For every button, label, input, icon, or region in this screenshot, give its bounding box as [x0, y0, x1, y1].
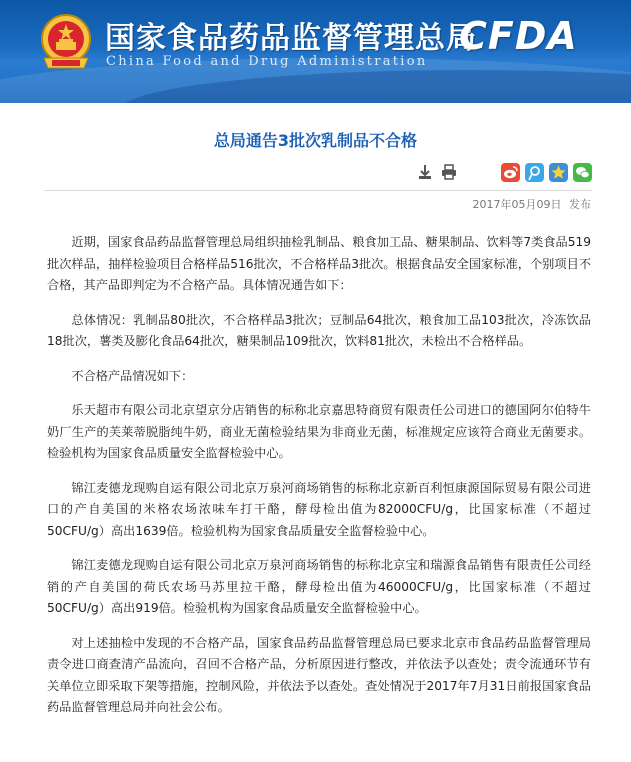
paragraph: 锦江麦德龙现购自运有限公司北京万泉河商场销售的标称北京新百利恒康源国际贸易有限公司进口的产自美国的米格农场浓味车打干酪，酵母检出值为82000CFU/g，比国家标准（不超过50CFU/g）高出1639倍。检验机构为国家食品质量安全监督检验中心。: [47, 480, 591, 538]
national-emblem-icon: [38, 12, 94, 74]
print-icon[interactable]: [440, 163, 458, 181]
publish-info: [469, 196, 592, 212]
favorite-icon[interactable]: [549, 163, 568, 182]
site-subtitle: China Food and Drug Administration: [106, 54, 428, 69]
article-toolbar: [0, 163, 631, 183]
title-divider: [44, 190, 592, 191]
paragraph: 近期，国家食品药品监督管理总局组织抽检乳制品、粮食加工品、糖果制品、饮料等7类食品519批次样品，抽样检验项目合格样品516批次，不合格样品3批次。根据食品安全国家标准，个别项目不合格，其产品即判定为不合格产品。具体情况通告如下：: [47, 235, 591, 292]
paragraph: 乐天超市有限公司北京望京分店销售的标称北京嘉思特商贸有限责任公司进口的德国阿尔伯特牛奶厂生产的芙莱蒂脱脂纯牛奶，商业无菌检验结果为非商业无菌，标准规定应该符合商业无菌要求。检验机构为国家食品质量安全监督检验中心。: [47, 403, 591, 460]
paragraph: 对上述抽检中发现的不合格产品，国家食品药品监督管理总局已要求北京市食品药品监督管理局责令进口商查清产品流向，召回不合格产品，分析原因进行整改，并依法予以查处；责令流通环节有关单位立即采取下架等措施，控制风险，并依法予以查处。查处情况于2017年7月31日前报国家食品药品监督管理总局并向社会公布。: [47, 635, 591, 714]
wechat-icon[interactable]: [573, 163, 592, 182]
download-icon[interactable]: [416, 163, 434, 181]
header-banner: [0, 0, 631, 103]
cfda-logo[interactable]: CFDA: [459, 14, 578, 58]
paragraph: 不合格产品情况如下：: [71, 368, 194, 383]
paragraph: 锦江麦德龙现购自运有限公司北京万泉河商场销售的标称北京宝和瑞源食品销售有限责任公司经销的产自美国的荷氏农场马苏里拉干酪，酵母检出值为46000CFU/g，比国家标准（不超过50CFU/g）高出919倍。检验机构为国家食品质量安全监督检验中心。: [47, 558, 591, 615]
site-title: 国家食品药品监督管理总局: [105, 21, 477, 56]
article-body: [47, 232, 591, 732]
publish-label: 发布: [569, 198, 591, 211]
publish-date: 2017年05月09日: [472, 198, 562, 211]
article-title: 总局通告3批次乳制品不合格: [213, 131, 418, 150]
tencent-weibo-icon[interactable]: [525, 163, 544, 182]
paragraph: 总体情况：乳制品80批次，不合格样品3批次；豆制品64批次，粮食加工品103批次，冷冻饮品18批次，薯类及膨化食品64批次，糖果制品109批次，饮料81批次，未检出不合格样品。: [47, 312, 591, 348]
weibo-icon[interactable]: [501, 163, 520, 182]
